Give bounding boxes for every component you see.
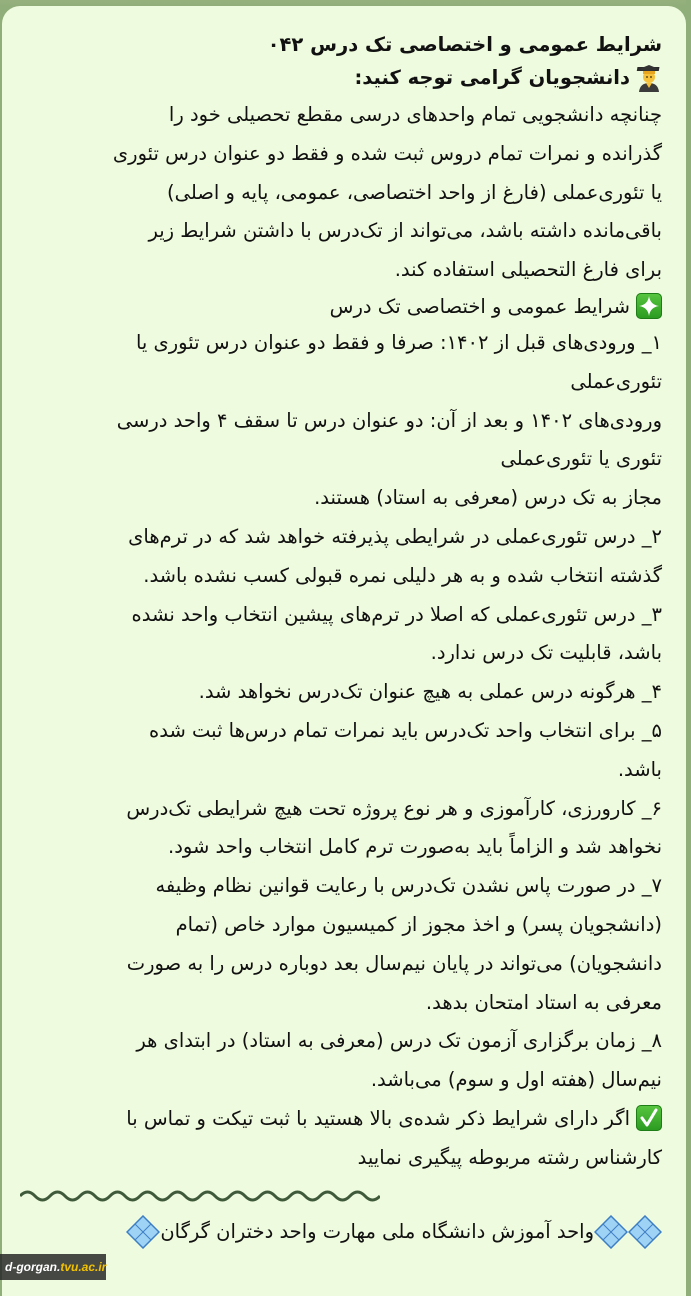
greeting-line bbox=[16, 61, 662, 94]
sparkle-icon bbox=[636, 293, 662, 319]
intro-line: چنانچه دانشجویی تمام واحدهای درسی مقطع تحصیلی خود را bbox=[168, 103, 662, 126]
rule-line: ۴_ هرگونه درس عملی به هیچ عنوان تک‌درس نخواهد شد. bbox=[198, 680, 662, 704]
section-heading bbox=[16, 290, 662, 324]
rule-line: باشد، قابلیت تک درس ندارد. bbox=[430, 641, 662, 665]
rule-line: تئوری‌عملی bbox=[570, 369, 662, 393]
watermark-domain: d-gorgan. bbox=[5, 1260, 61, 1274]
rule-line: ۷_ در صورت پاس نشدن تک‌درس با رعایت قوانین نظام وظیفه bbox=[155, 874, 662, 898]
rule-line: ۳_ درس تئوری‌عملی که اصلا در ترم‌های پیشین انتخاب واحد نشده bbox=[131, 602, 662, 626]
section-heading-text: شرایط عمومی و اختصاصی تک درس bbox=[329, 294, 630, 318]
message-title: شرایط عمومی و اختصاصی تک درس ۰۴۲ bbox=[267, 33, 662, 56]
rule-line: نیم‌سال (هفته اول و سوم) می‌باشد. bbox=[370, 1068, 662, 1092]
closing-line: کارشناس رشته مربوطه پیگیری نمایید bbox=[357, 1145, 662, 1169]
intro-line: برای فارغ التحصیلی استفاده کند. bbox=[394, 258, 662, 282]
closing-paragraph bbox=[16, 1100, 662, 1178]
rule-line: ۸_ زمان برگزاری آزمون تک درس (معرفی به استاد) در ابتدای هر bbox=[136, 1029, 662, 1053]
check-mark-icon bbox=[636, 1105, 662, 1131]
rule-line: تئوری یا تئوری‌عملی bbox=[500, 447, 662, 471]
rule-line: باشد. bbox=[617, 757, 662, 781]
wavy-divider bbox=[16, 1188, 662, 1208]
signature-text: واحد آموزش دانشگاه ملی مهارت واحد دختران گرگان bbox=[160, 1219, 594, 1243]
rule-line: ۲_ درس تئوری‌عملی در شرایطی پذیرفته خواهد شد که در ترم‌های bbox=[128, 524, 662, 548]
rule-line: نخواهد شد و الزاماً باید به‌صورت ترم کامل انتخاب واحد شود. bbox=[168, 835, 662, 859]
site-watermark bbox=[0, 1254, 106, 1280]
rule-line: (دانشجویان پسر) و اخذ مجوز از کمیسیون موارد خاص (تمام bbox=[175, 912, 662, 936]
rules-list bbox=[16, 324, 662, 1100]
watermark-accent: tvu.ac.ir bbox=[60, 1260, 107, 1274]
chat-background-edge bbox=[686, 0, 691, 1280]
greeting-text: دانشجویان گرامی توجه کنید: bbox=[354, 66, 630, 89]
rule-line: مجاز به تک درس (معرفی به استاد) هستند. bbox=[314, 486, 662, 510]
student-graduate-icon bbox=[636, 64, 662, 90]
rule-line: گذشته انتخاب شده و به هر دلیلی نمره قبولی کسب نشده باشد. bbox=[143, 563, 662, 587]
message-bubble[interactable] bbox=[2, 6, 686, 1296]
rule-line: معرفی به استاد امتحان بدهد. bbox=[425, 990, 662, 1014]
intro-line: یا تئوری‌عملی (فارغ از واحد اختصاصی، عمومی، پایه و اصلی) bbox=[167, 180, 662, 204]
closing-line bbox=[16, 1100, 662, 1139]
signature-line bbox=[16, 1212, 662, 1252]
rule-line: دانشجویان) می‌تواند در پایان نیم‌سال بعد دوباره درس را به صورت bbox=[126, 951, 662, 975]
rule-line: ۵_ برای انتخاب واحد تک‌درس باید نمرات تمام درس‌ها ثبت شده bbox=[149, 718, 662, 742]
intro-paragraph bbox=[16, 96, 662, 290]
rule-line: ۶_ کارورزی، کارآموزی و هر نوع پروژه تحت هیچ شرایطی تک‌درس bbox=[126, 796, 662, 820]
diamond-ornament-icon bbox=[594, 1215, 628, 1249]
rule-line: ورودی‌های ۱۴۰۲ و بعد از آن: دو عنوان درس تا سقف ۴ واحد درسی bbox=[116, 408, 662, 432]
intro-line: گذرانده و نمرات تمام دروس ثبت شده و فقط دو عنوان درس تئوری bbox=[112, 141, 662, 165]
closing-text: اگر دارای شرایط ذکر شده‌ی بالا هستید با ثبت تیکت و تماس با bbox=[126, 1106, 630, 1130]
diamond-ornament-icon bbox=[628, 1215, 662, 1249]
rule-line: ۱_ ورودی‌های قبل از ۱۴۰۲: صرفا و فقط دو عنوان درس تئوری یا bbox=[135, 330, 662, 354]
diamond-ornament-icon bbox=[126, 1215, 160, 1249]
intro-line: باقی‌مانده داشته باشد، می‌تواند از تک‌درس با داشتن شرایط زیر bbox=[148, 219, 662, 243]
